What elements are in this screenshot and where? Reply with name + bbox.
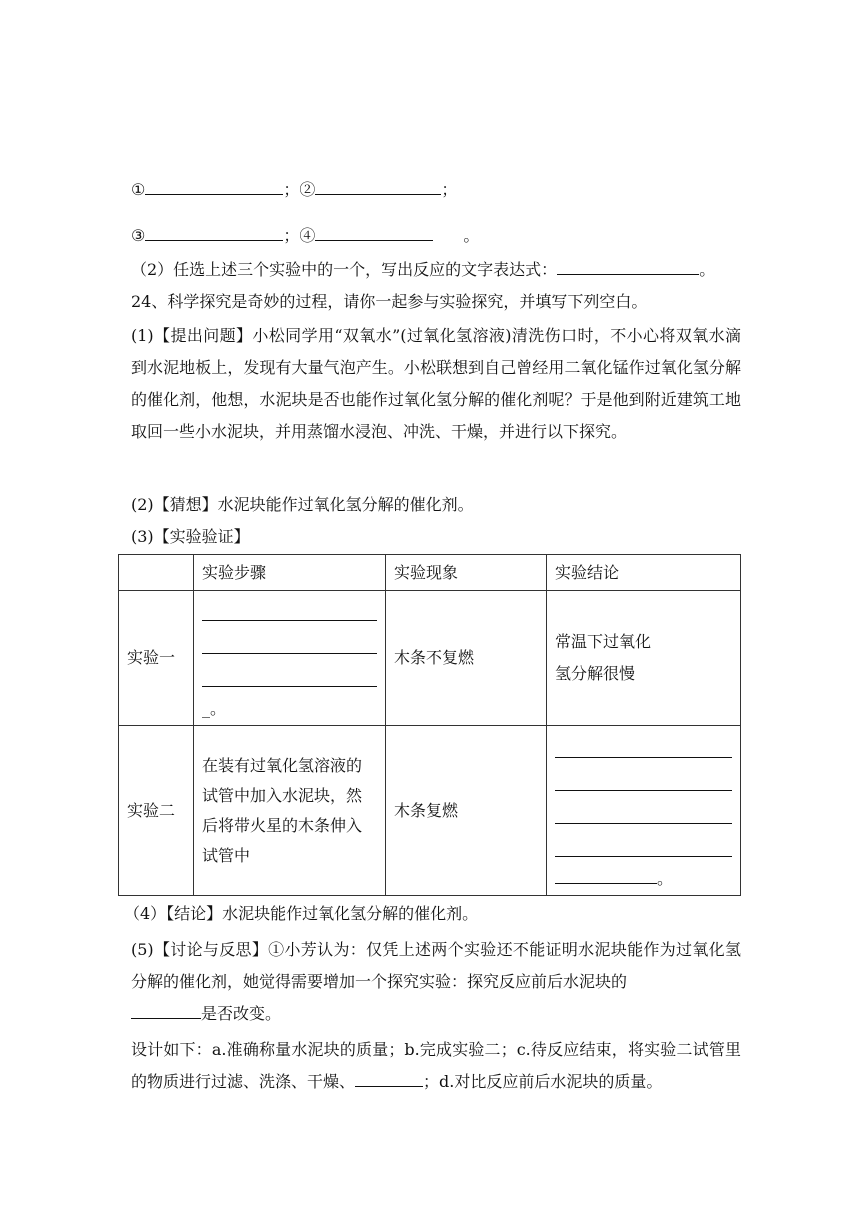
end-mark: 。 <box>699 260 716 279</box>
question-24-title: 24、科学探究是奇妙的过程，请你一起参与实验探究，并填写下列空白。 <box>131 292 648 311</box>
label-circle-2: ② <box>299 180 316 199</box>
blank-line[interactable] <box>555 764 732 791</box>
steps-tail: _。 <box>202 698 227 718</box>
separator: ； <box>283 180 300 199</box>
blank-line[interactable] <box>202 627 377 654</box>
question-24-part4: （4）【结论】水泥块能作过氧化氢分解的催化剂。 <box>124 904 479 923</box>
header-cell-steps: 实验步骤 <box>194 555 386 591</box>
blank-3[interactable] <box>145 224 283 241</box>
end-mark: 。 <box>463 226 480 245</box>
question-24-part5 <box>131 934 741 1030</box>
conclusion-line-2: 氢分解很慢 <box>555 664 636 683</box>
blank-equation[interactable] <box>557 258 699 275</box>
header-cell-phenomenon: 实验现象 <box>386 555 547 591</box>
table-row-experiment-1 <box>119 591 741 726</box>
experiment-1-conclusion-cell <box>547 591 741 726</box>
blank-line-short[interactable] <box>555 867 657 884</box>
label-circle-4: ④ <box>299 226 316 245</box>
question-24-part2: (2)【猜想】水泥块能作过氧化氢分解的催化剂。 <box>131 495 474 514</box>
header-cell-empty <box>119 555 194 591</box>
table-row-experiment-2 <box>119 726 741 896</box>
separator: ； <box>283 226 300 245</box>
discussion-text: (5)【讨论与反思】①小芳认为：仅凭上述两个实验还不能证明水泥块能作为过氧化氢分解的催化剂，她觉得需要增加一个探究实验：探究反应前后水泥块的 <box>131 940 741 991</box>
experiment-2-steps: 在装有过氧化氢溶液的试管中加入水泥块，然后将带火星的木条伸入试管中 <box>194 726 386 896</box>
question-24-part1: (1)【提出问题】小松同学用“双氧水”(过氧化氢溶液)清洗伤口时，不小心将双氧水滴到水泥地板上，发现有大量气泡产生。小松联想到自己曾经用二氧化锰作过氧化氢分解的催化剂，他想，水泥块是否也能作过氧化氢分解的催化剂呢？于是他到附近建筑工地取回一些小水泥块，并用蒸馏水浸泡、冲洗、干燥，并进行以下探究。 <box>131 326 741 441</box>
separator: ； <box>441 180 458 199</box>
experiment-2-conclusion-cell <box>547 726 741 896</box>
blank-line[interactable] <box>202 660 377 687</box>
row-label-experiment-2: 实验二 <box>119 726 194 896</box>
label-circle-3: ③ <box>131 226 146 245</box>
blank-line[interactable] <box>555 797 732 824</box>
blank-4[interactable] <box>315 224 433 241</box>
blank-2[interactable] <box>315 178 441 195</box>
blank-property[interactable] <box>131 1002 201 1019</box>
blank-1[interactable] <box>145 178 283 195</box>
experiment-1-phenomenon: 木条不复燃 <box>386 591 547 726</box>
question-2-line <box>131 258 715 281</box>
answer-row-2 <box>131 224 479 247</box>
blank-line[interactable] <box>202 594 377 621</box>
blank-line[interactable] <box>555 830 732 857</box>
experiment-table <box>118 554 741 896</box>
blank-step[interactable] <box>355 1070 423 1087</box>
table-header-row <box>119 555 741 591</box>
discussion-tail: 是否改变。 <box>201 1004 282 1023</box>
row-label-experiment-1: 实验一 <box>119 591 194 726</box>
conclusion-line-1: 常温下过氧化 <box>555 632 652 651</box>
answer-row-1 <box>131 178 457 201</box>
experiment-2-phenomenon: 木条复燃 <box>386 726 547 896</box>
question-2-text: （2）任选上述三个实验中的一个，写出反应的文字表达式： <box>131 260 558 279</box>
header-cell-conclusion: 实验结论 <box>547 555 741 591</box>
label-circle-1: ① <box>131 180 146 199</box>
blank-line[interactable] <box>555 731 732 758</box>
question-24-part3: (3)【实验验证】 <box>131 527 250 546</box>
design-tail: ；d.对比反应前后水泥块的质量。 <box>423 1072 663 1091</box>
question-24-design <box>131 1034 741 1098</box>
experiment-1-steps-cell <box>194 591 386 726</box>
end-mark: 。 <box>657 868 674 888</box>
design-text: 设计如下：a.准确称量水泥块的质量；b.完成实验二；c.待反应结束，将实验二试管里的物质进行过滤、洗涤、干燥、 <box>131 1040 741 1091</box>
